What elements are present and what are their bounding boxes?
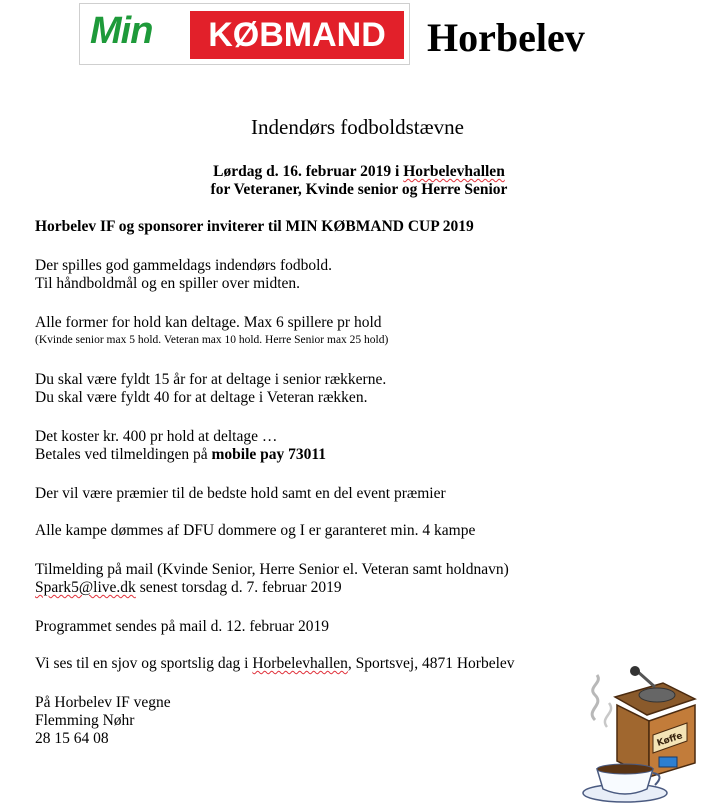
paragraph-2-line-1: Alle former for hold kan deltage. Max 6 spillere pr hold bbox=[35, 314, 382, 331]
signup-email[interactable]: Spark5@live.dk bbox=[35, 579, 136, 596]
min-kobmand-logo bbox=[79, 3, 410, 65]
paragraph-2-small: (Kvinde senior max 5 hold. Veteran max 10 hold. Herre Senior max 25 hold) bbox=[35, 334, 389, 346]
paragraph-4-line-1: Det koster kr. 400 pr hold at deltage … bbox=[35, 428, 278, 445]
paragraph-7-line-1: Tilmelding på mail (Kvinde Senior, Herre Senior el. Veteran samt holdnavn) bbox=[35, 561, 509, 578]
paragraph-6: Alle kampe dømmes af DFU dommere og I er garanteret min. 4 kampe bbox=[35, 522, 476, 539]
payment-prefix: Betales ved tilmeldingen på bbox=[35, 446, 212, 463]
grinder-bowl-icon bbox=[639, 688, 675, 702]
closing-suffix: , Sportsvej, 4871 Horbelev bbox=[347, 655, 515, 672]
crank-knob-icon bbox=[630, 666, 640, 676]
event-date-prefix: Lørdag d. 16. februar 2019 i bbox=[213, 163, 404, 180]
signup-deadline: senest torsdag d. 7. februar 2019 bbox=[135, 579, 342, 596]
event-for-text: for Veteraner, Kvinde senior og Herre Senior bbox=[210, 181, 508, 198]
paragraph-1-line-2: Til håndboldmål og en spiller over midten. bbox=[35, 275, 301, 292]
logo-kobmand-text: KØBMAND bbox=[208, 16, 386, 54]
logo-min-text: Min bbox=[90, 10, 153, 52]
event-date-venue: Horbelevhallen bbox=[403, 163, 505, 180]
paragraph-8: Programmet sendes på mail d. 12. februar 2019 bbox=[35, 618, 329, 635]
invite-line: Horbelev IF og sponsorer inviterer til MIN KØBMAND CUP 2019 bbox=[35, 218, 474, 235]
coffee-surface-icon bbox=[597, 764, 653, 774]
paragraph-9 bbox=[35, 654, 515, 673]
event-title-text: Indendørs fodboldstævne bbox=[251, 115, 464, 139]
paragraph-1-line-1: Der spilles god gammeldags indendørs fodbold. bbox=[35, 257, 333, 274]
paragraph-7-line-2 bbox=[35, 578, 342, 597]
closing-prefix: Vi ses til en sjov og sportslig dag i bbox=[35, 655, 253, 672]
event-title bbox=[0, 114, 708, 140]
closing-venue: Horbelevhallen bbox=[252, 655, 348, 672]
crank-arm-icon bbox=[637, 671, 655, 687]
logo-red-box bbox=[190, 11, 404, 59]
steam-icon bbox=[592, 675, 598, 720]
event-date-line bbox=[0, 162, 708, 181]
paragraph-4-line-2 bbox=[35, 445, 326, 464]
signature-line-1: På Horbelev IF vegne bbox=[35, 694, 171, 711]
town-title: Horbelev bbox=[427, 15, 585, 60]
paragraph-3-line-1: Du skal være fyldt 15 år for at deltage i senior rækkerne. bbox=[35, 371, 387, 388]
paragraph-3-line-2: Du skal være fyldt 40 for at deltage i Veteran rækken. bbox=[35, 389, 368, 406]
grinder-label-text: Køffe bbox=[655, 731, 685, 749]
signature-phone: 28 15 64 08 bbox=[35, 730, 109, 747]
steam-icon-2 bbox=[605, 703, 611, 727]
mobile-pay-number: mobile pay 73011 bbox=[211, 446, 327, 463]
paragraph-5: Der vil være præmier til de bedste hold samt en del event præmier bbox=[35, 485, 446, 502]
coffee-grinder-illustration bbox=[555, 665, 705, 807]
grinder-drawer bbox=[659, 757, 677, 767]
event-for-line bbox=[0, 180, 708, 199]
signature-name: Flemming Nøhr bbox=[35, 712, 135, 729]
